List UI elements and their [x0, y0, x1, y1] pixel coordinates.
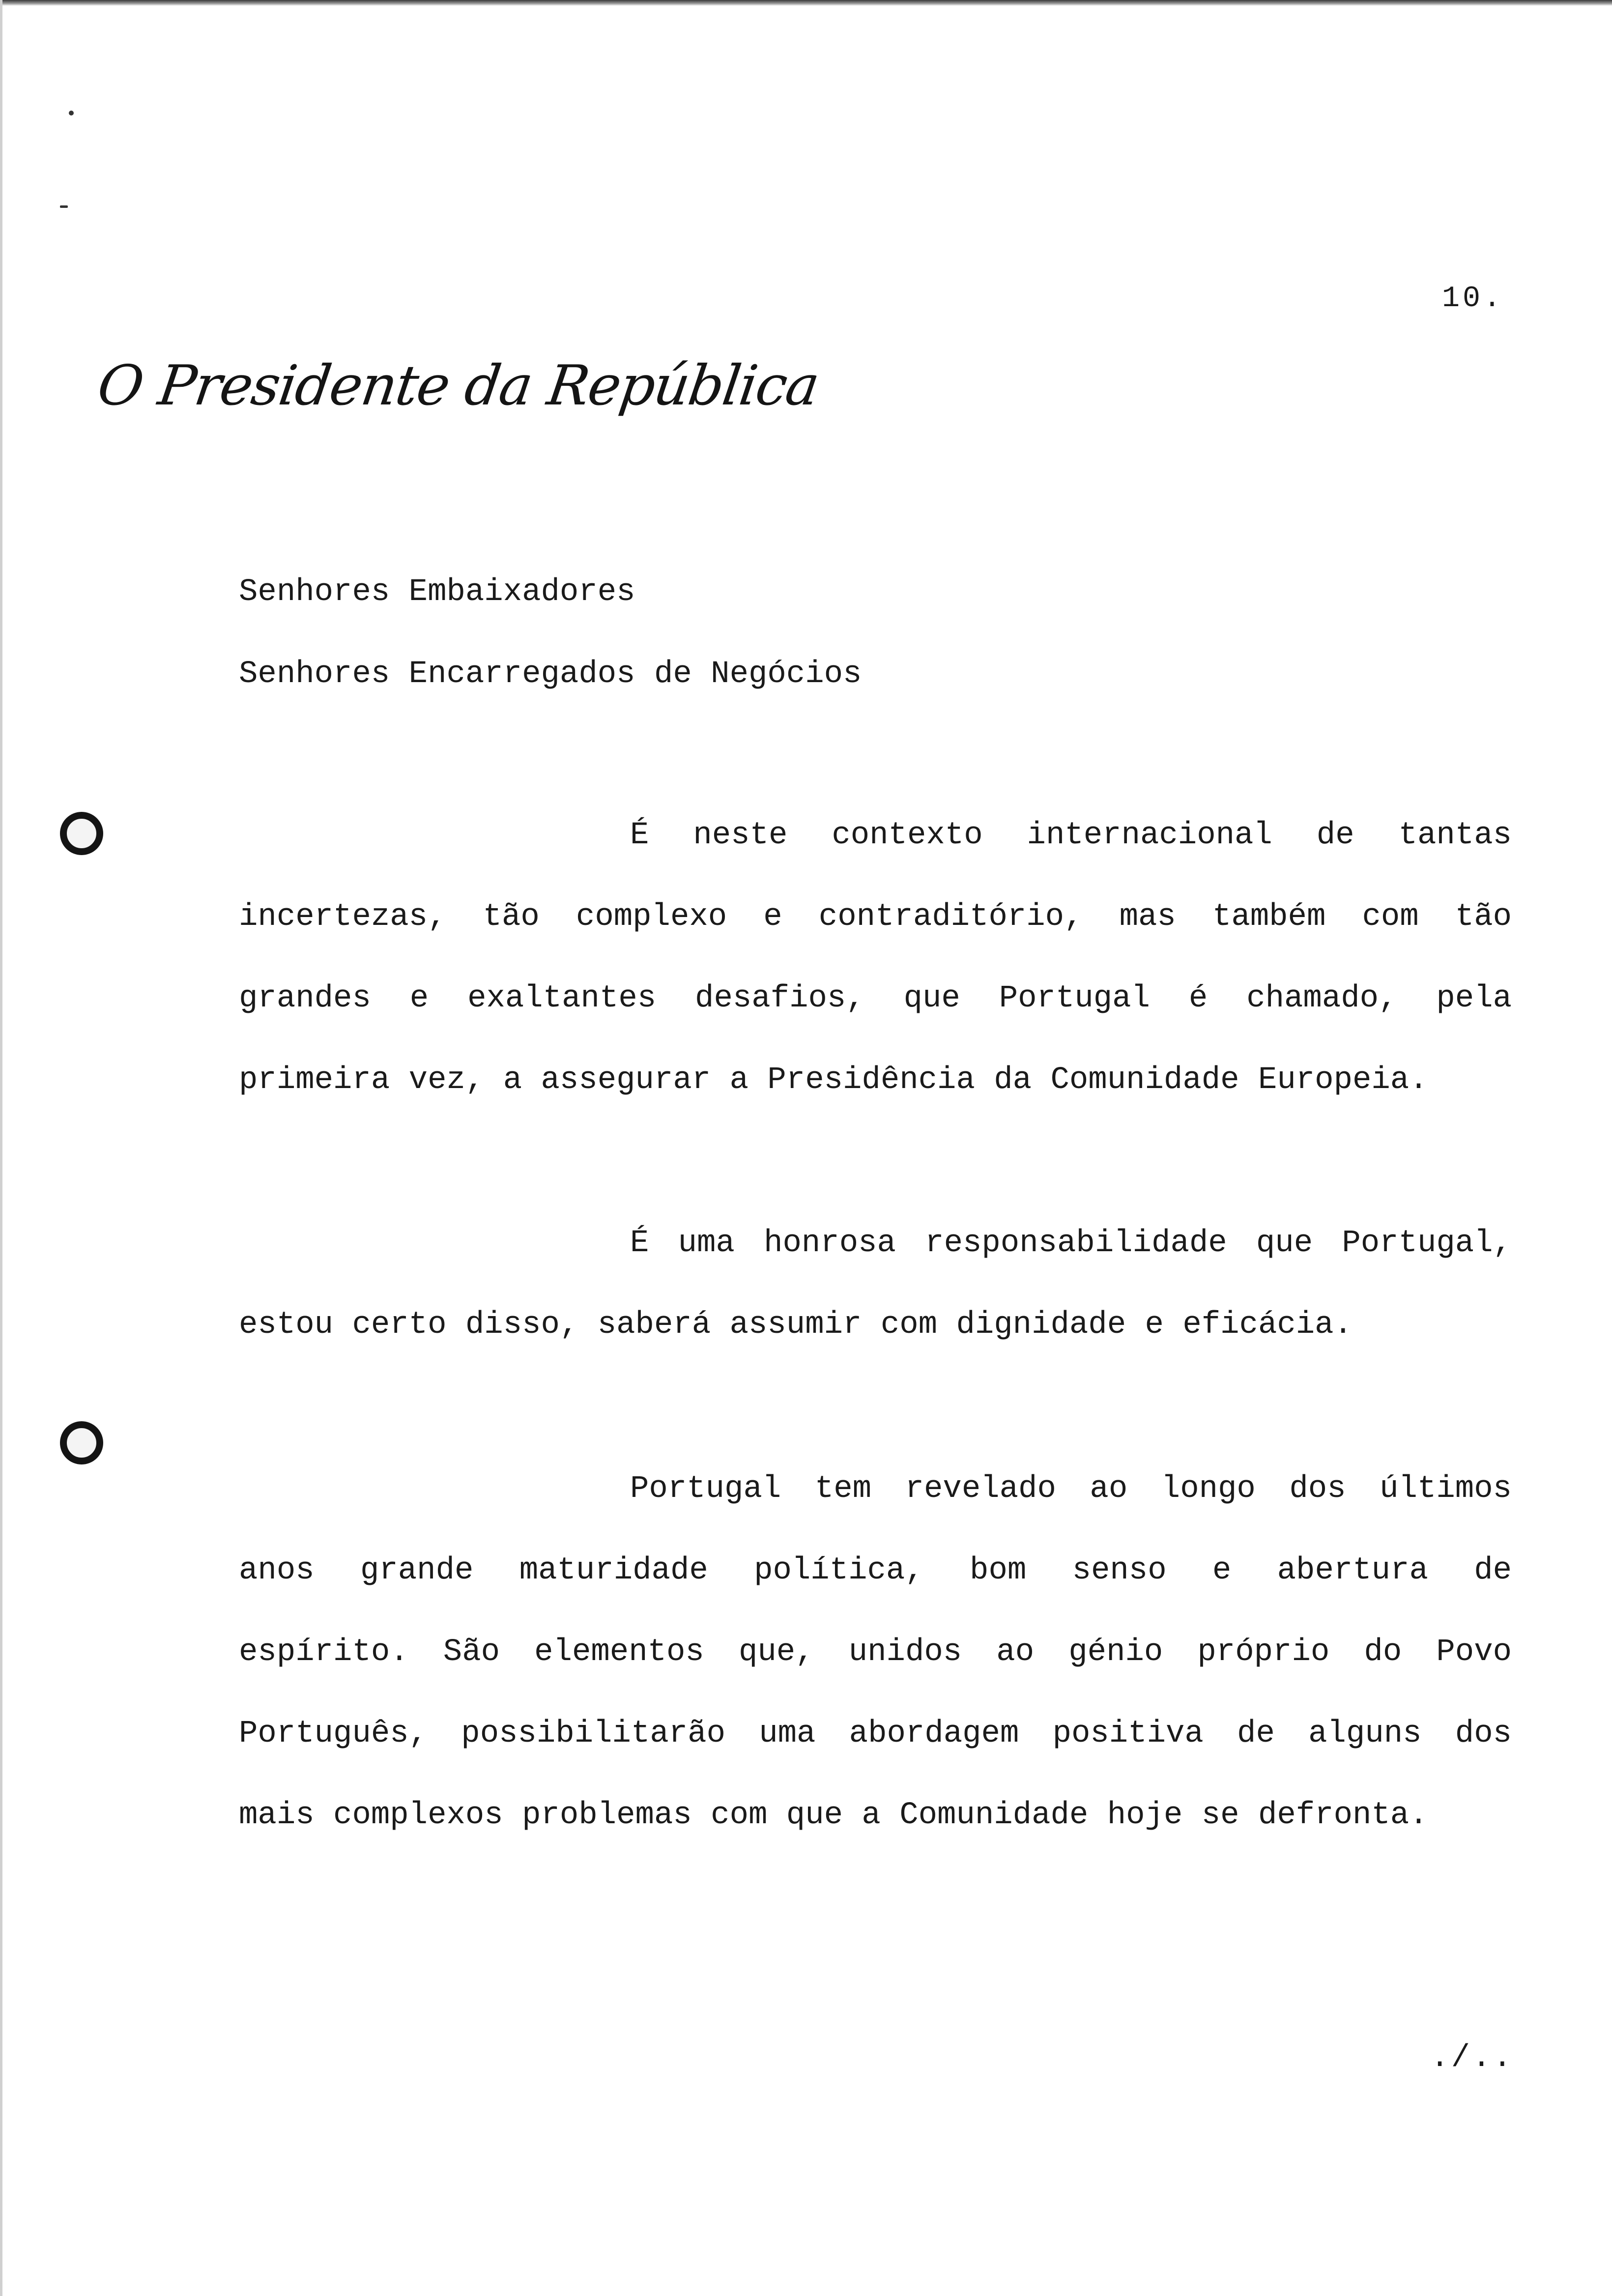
- salutation-line: Senhores Encarregados de Negócios: [239, 657, 862, 692]
- paragraph-line: Portugal tem revelado ao longo dos últimos: [630, 1471, 1512, 1507]
- scan-speck: [69, 111, 74, 115]
- paragraph-line: anos grande maturidade política, bom senso e abertura de: [239, 1553, 1512, 1588]
- scan-left-edge: [0, 0, 2, 2296]
- paragraph-line: espírito. São elementos que, unidos ao génio próprio do Povo: [239, 1635, 1512, 1670]
- punch-hole: [60, 812, 103, 855]
- punch-hole: [60, 1421, 103, 1464]
- paragraph-line: É uma honrosa responsabilidade que Portugal,: [630, 1226, 1512, 1261]
- paragraph-line: mais complexos problemas com que a Comunidade hoje se defronta.: [239, 1798, 1428, 1833]
- continuation-mark: ./..: [1430, 2040, 1514, 2076]
- paragraph-line: incertezas, tão complexo e contraditório, mas também com tão: [239, 899, 1512, 935]
- letterhead: O Presidente da República: [93, 354, 823, 418]
- page-number: 10.: [1441, 282, 1504, 316]
- paragraph-line: primeira vez, a assegurar a Presidência da Comunidade Europeia.: [239, 1062, 1428, 1098]
- paragraph-line: estou certo disso, saberá assumir com dignidade e eficácia.: [239, 1307, 1353, 1343]
- paragraph-line: Português, possibilitarão uma abordagem positiva de alguns dos: [239, 1716, 1512, 1751]
- salutation-line: Senhores Embaixadores: [239, 574, 635, 610]
- paragraph-line: grandes e exaltantes desafios, que Portugal é chamado, pela: [239, 981, 1512, 1016]
- scan-speck: [60, 205, 68, 208]
- scan-top-edge: [0, 0, 1612, 6]
- paragraph-line: É neste contexto internacional de tantas: [630, 818, 1512, 853]
